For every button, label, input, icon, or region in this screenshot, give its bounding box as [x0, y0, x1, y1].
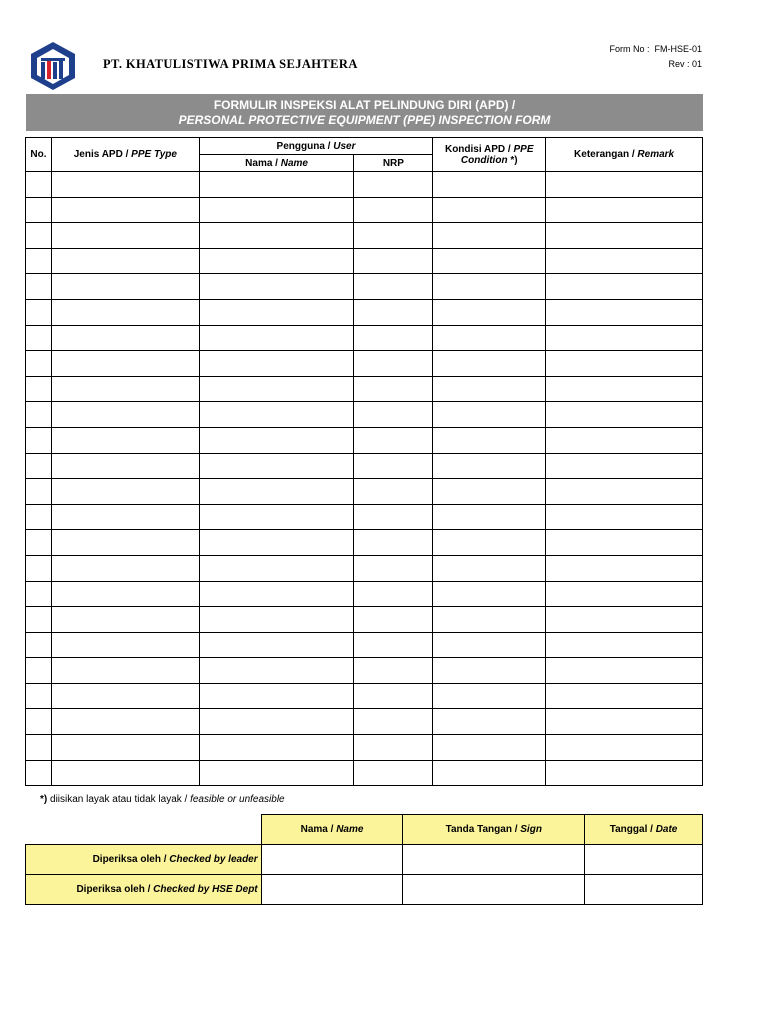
user-en: User — [333, 140, 356, 152]
remark-cell[interactable] — [546, 555, 703, 581]
condition-cell[interactable] — [433, 299, 546, 325]
ppe-type-cell[interactable] — [51, 453, 199, 479]
user-name-cell[interactable] — [199, 504, 354, 530]
user-name-cell[interactable] — [199, 581, 354, 607]
nrp-cell[interactable] — [354, 709, 433, 735]
remark-cell[interactable] — [546, 274, 703, 300]
nrp-cell[interactable] — [354, 325, 433, 351]
table-row — [26, 760, 703, 786]
company-logo-icon — [28, 40, 78, 92]
remark-cell[interactable] — [546, 248, 703, 274]
user-name-cell[interactable] — [199, 607, 354, 633]
no-cell[interactable] — [26, 376, 52, 402]
leader-date-field[interactable] — [585, 845, 703, 875]
form-meta — [609, 42, 702, 72]
no-cell[interactable] — [26, 632, 52, 658]
user-name-cell[interactable] — [199, 427, 354, 453]
user-name-cell[interactable] — [199, 248, 354, 274]
user-name-cell[interactable] — [199, 402, 354, 428]
ppe-type-cell[interactable] — [51, 299, 199, 325]
no-cell[interactable] — [26, 325, 52, 351]
no-cell[interactable] — [26, 760, 52, 786]
nrp-cell[interactable] — [354, 299, 433, 325]
footnote-text-id: diisikan layak atau tidak layak / — [47, 794, 191, 805]
nrp-cell[interactable] — [354, 479, 433, 505]
no-cell[interactable] — [26, 683, 52, 709]
user-name-cell[interactable] — [199, 555, 354, 581]
user-name-cell[interactable] — [199, 299, 354, 325]
ppe-type-cell[interactable] — [51, 351, 199, 377]
user-name-cell[interactable] — [199, 223, 354, 249]
condition-cell[interactable] — [433, 479, 546, 505]
condition-cell[interactable] — [433, 581, 546, 607]
nrp-cell[interactable] — [354, 351, 433, 377]
remark-cell[interactable] — [546, 735, 703, 761]
so-name-en: Name — [336, 824, 364, 835]
nrp-cell[interactable] — [354, 453, 433, 479]
nrp-cell[interactable] — [354, 581, 433, 607]
header-name — [199, 155, 354, 172]
checked-by-leader-label — [26, 845, 262, 875]
row1-id: Diperiksa oleh / — [92, 854, 170, 865]
ppe-type-cell[interactable] — [51, 274, 199, 300]
so-sign-id: Tanda Tangan / — [445, 824, 521, 835]
remark-cell[interactable] — [546, 172, 703, 198]
no-cell[interactable] — [26, 709, 52, 735]
form-no-value: FM-HSE-01 — [654, 44, 702, 54]
form-no-label: Form No : — [609, 44, 650, 54]
no-cell[interactable] — [26, 504, 52, 530]
condition-cell[interactable] — [433, 223, 546, 249]
condition-cell[interactable] — [433, 172, 546, 198]
condition-cell[interactable] — [433, 248, 546, 274]
ppe-type-cell[interactable] — [51, 709, 199, 735]
ppe-type-id: Jenis APD / — [73, 149, 132, 160]
user-name-cell[interactable] — [199, 735, 354, 761]
table-row — [26, 504, 703, 530]
form-number — [609, 42, 702, 57]
nrp-cell[interactable] — [354, 427, 433, 453]
leader-sign-field[interactable] — [403, 845, 585, 875]
condition-cell[interactable] — [433, 760, 546, 786]
nrp-cell[interactable] — [354, 530, 433, 556]
nrp-cell[interactable] — [354, 197, 433, 223]
remark-cell[interactable] — [546, 351, 703, 377]
nrp-cell[interactable] — [354, 683, 433, 709]
remark-cell[interactable] — [546, 530, 703, 556]
ppe-type-cell[interactable] — [51, 197, 199, 223]
checked-by-hse-label — [26, 875, 262, 905]
table-row — [26, 632, 703, 658]
user-name-cell[interactable] — [199, 632, 354, 658]
nrp-cell[interactable] — [354, 760, 433, 786]
signoff-table — [25, 814, 703, 905]
name-en: Name — [280, 157, 308, 169]
table-row — [26, 197, 703, 223]
signoff-header-sign — [403, 815, 585, 845]
condition-cell[interactable] — [433, 427, 546, 453]
no-cell[interactable] — [26, 351, 52, 377]
rev-label: Rev : — [668, 59, 690, 69]
no-cell[interactable] — [26, 299, 52, 325]
so-sign-en: Sign — [520, 824, 542, 835]
ppe-type-cell[interactable] — [51, 530, 199, 556]
signoff-header-date — [585, 815, 703, 845]
table-row — [26, 683, 703, 709]
condition-en: PPE Condition — [460, 143, 534, 166]
remark-cell[interactable] — [546, 504, 703, 530]
condition-cell[interactable] — [433, 274, 546, 300]
table-row — [26, 248, 703, 274]
hse-sign-field[interactable] — [403, 875, 585, 905]
signoff-header-name — [261, 815, 403, 845]
ppe-type-cell[interactable] — [51, 172, 199, 198]
table-row — [26, 607, 703, 633]
user-name-cell[interactable] — [199, 479, 354, 505]
footnote — [40, 794, 285, 805]
table-row — [26, 709, 703, 735]
table-row — [26, 453, 703, 479]
header-ppe-type — [51, 138, 199, 172]
remark-id: Keterangan / — [574, 149, 638, 160]
ppe-type-cell[interactable] — [51, 632, 199, 658]
header-no: No. — [26, 138, 52, 172]
nrp-cell[interactable] — [354, 172, 433, 198]
no-cell[interactable] — [26, 530, 52, 556]
condition-cell[interactable] — [433, 351, 546, 377]
so-date-id: Tanggal / — [609, 824, 656, 835]
user-id: Pengguna / — [276, 140, 334, 152]
ppe-type-cell[interactable] — [51, 607, 199, 633]
row1-en: Checked by leader — [169, 854, 258, 865]
table-row — [26, 325, 703, 351]
table-row — [26, 479, 703, 505]
condition-cell[interactable] — [433, 402, 546, 428]
user-name-cell[interactable] — [199, 274, 354, 300]
condition-cell[interactable] — [433, 555, 546, 581]
name-id: Nama / — [245, 157, 281, 169]
remark-cell[interactable] — [546, 376, 703, 402]
form-title-banner — [26, 94, 703, 131]
no-cell[interactable] — [26, 555, 52, 581]
remark-cell[interactable] — [546, 581, 703, 607]
table-row — [26, 735, 703, 761]
hse-name-field[interactable] — [261, 875, 403, 905]
remark-cell[interactable] — [546, 427, 703, 453]
table-row — [26, 555, 703, 581]
user-name-cell[interactable] — [199, 197, 354, 223]
inspection-table — [25, 137, 703, 786]
ppe-type-cell[interactable] — [51, 223, 199, 249]
header-user — [199, 138, 433, 155]
remark-cell[interactable] — [546, 325, 703, 351]
ppe-type-cell[interactable] — [51, 479, 199, 505]
table-row — [26, 223, 703, 249]
user-name-cell[interactable] — [199, 760, 354, 786]
no-cell[interactable] — [26, 658, 52, 684]
no-cell[interactable] — [26, 248, 52, 274]
ppe-type-en: PPE Type — [131, 149, 177, 160]
remark-cell[interactable] — [546, 658, 703, 684]
so-name-id: Nama / — [300, 824, 337, 835]
table-row — [26, 402, 703, 428]
no-cell[interactable] — [26, 197, 52, 223]
condition-cell[interactable] — [433, 197, 546, 223]
user-name-cell[interactable] — [199, 683, 354, 709]
condition-cell[interactable] — [433, 453, 546, 479]
so-date-en: Date — [655, 824, 678, 835]
condition-cell[interactable] — [433, 376, 546, 402]
user-name-cell[interactable] — [199, 530, 354, 556]
nrp-cell[interactable] — [354, 274, 433, 300]
signoff-corner — [26, 815, 262, 845]
header-remark — [546, 138, 703, 172]
remark-en: Remark — [637, 149, 675, 160]
condition-cell[interactable] — [433, 325, 546, 351]
row2-en: Checked by HSE Dept — [153, 884, 258, 895]
ppe-type-cell[interactable] — [51, 735, 199, 761]
nrp-cell[interactable] — [354, 555, 433, 581]
table-row — [26, 427, 703, 453]
no-cell[interactable] — [26, 479, 52, 505]
user-name-cell[interactable] — [199, 325, 354, 351]
table-row — [26, 376, 703, 402]
ppe-type-cell[interactable] — [51, 376, 199, 402]
remark-cell[interactable] — [546, 632, 703, 658]
table-row — [26, 581, 703, 607]
ppe-type-cell[interactable] — [51, 248, 199, 274]
condition-cell[interactable] — [433, 709, 546, 735]
nrp-cell[interactable] — [354, 376, 433, 402]
ppe-type-cell[interactable] — [51, 427, 199, 453]
rev-value: 01 — [691, 59, 702, 69]
table-row — [26, 351, 703, 377]
no-cell[interactable] — [26, 453, 52, 479]
table-row — [26, 274, 703, 300]
ppe-type-cell[interactable] — [51, 581, 199, 607]
ppe-type-cell[interactable] — [51, 504, 199, 530]
header-condition — [433, 138, 546, 172]
condition-mark: *) — [507, 154, 518, 166]
ppe-type-cell[interactable] — [51, 760, 199, 786]
user-name-cell[interactable] — [199, 658, 354, 684]
nrp-cell[interactable] — [354, 223, 433, 249]
ppe-type-cell[interactable] — [51, 555, 199, 581]
user-name-cell[interactable] — [199, 351, 354, 377]
ppe-type-cell[interactable] — [51, 658, 199, 684]
leader-name-field[interactable] — [261, 845, 403, 875]
table-row — [26, 299, 703, 325]
company-name: PT. KHATULISTIWA PRIMA SEJAHTERA — [103, 57, 358, 71]
no-cell[interactable] — [26, 274, 52, 300]
no-cell[interactable] — [26, 735, 52, 761]
ppe-type-cell[interactable] — [51, 325, 199, 351]
no-cell[interactable] — [26, 172, 52, 198]
nrp-cell[interactable] — [354, 632, 433, 658]
ppe-type-cell[interactable] — [51, 683, 199, 709]
header-nrp: NRP — [354, 155, 433, 172]
no-cell[interactable] — [26, 581, 52, 607]
hse-date-field[interactable] — [585, 875, 703, 905]
condition-cell[interactable] — [433, 658, 546, 684]
remark-cell[interactable] — [546, 197, 703, 223]
condition-id: Kondisi APD / — [444, 143, 514, 155]
condition-cell[interactable] — [433, 504, 546, 530]
remark-cell[interactable] — [546, 607, 703, 633]
nrp-cell[interactable] — [354, 607, 433, 633]
remark-cell[interactable] — [546, 299, 703, 325]
condition-cell[interactable] — [433, 632, 546, 658]
form-title-en: PERSONAL PROTECTIVE EQUIPMENT (PPE) INSPECTION FORM — [178, 113, 551, 127]
condition-cell[interactable] — [433, 530, 546, 556]
no-cell[interactable] — [26, 427, 52, 453]
remark-cell[interactable] — [546, 479, 703, 505]
table-row — [26, 172, 703, 198]
footnote-marker: *) — [40, 794, 48, 805]
no-cell[interactable] — [26, 402, 52, 428]
user-name-cell[interactable] — [199, 376, 354, 402]
no-cell[interactable] — [26, 607, 52, 633]
remark-cell[interactable] — [546, 760, 703, 786]
nrp-cell[interactable] — [354, 402, 433, 428]
remark-cell[interactable] — [546, 683, 703, 709]
ppe-type-cell[interactable] — [51, 402, 199, 428]
condition-cell[interactable] — [433, 607, 546, 633]
remark-cell[interactable] — [546, 453, 703, 479]
form-title-id: FORMULIR INSPEKSI ALAT PELINDUNG DIRI (APD) / — [213, 98, 516, 112]
remark-cell[interactable] — [546, 709, 703, 735]
condition-cell[interactable] — [433, 735, 546, 761]
nrp-cell[interactable] — [354, 735, 433, 761]
user-name-cell[interactable] — [199, 172, 354, 198]
revision — [609, 57, 702, 72]
nrp-cell[interactable] — [354, 504, 433, 530]
user-name-cell[interactable] — [199, 453, 354, 479]
table-row — [26, 530, 703, 556]
nrp-cell[interactable] — [354, 658, 433, 684]
no-cell[interactable] — [26, 223, 52, 249]
row2-id: Diperiksa oleh / — [76, 884, 154, 895]
remark-cell[interactable] — [546, 223, 703, 249]
condition-cell[interactable] — [433, 683, 546, 709]
table-row — [26, 658, 703, 684]
nrp-cell[interactable] — [354, 248, 433, 274]
user-name-cell[interactable] — [199, 709, 354, 735]
remark-cell[interactable] — [546, 402, 703, 428]
footnote-text-en: feasible or unfeasible — [190, 794, 285, 805]
